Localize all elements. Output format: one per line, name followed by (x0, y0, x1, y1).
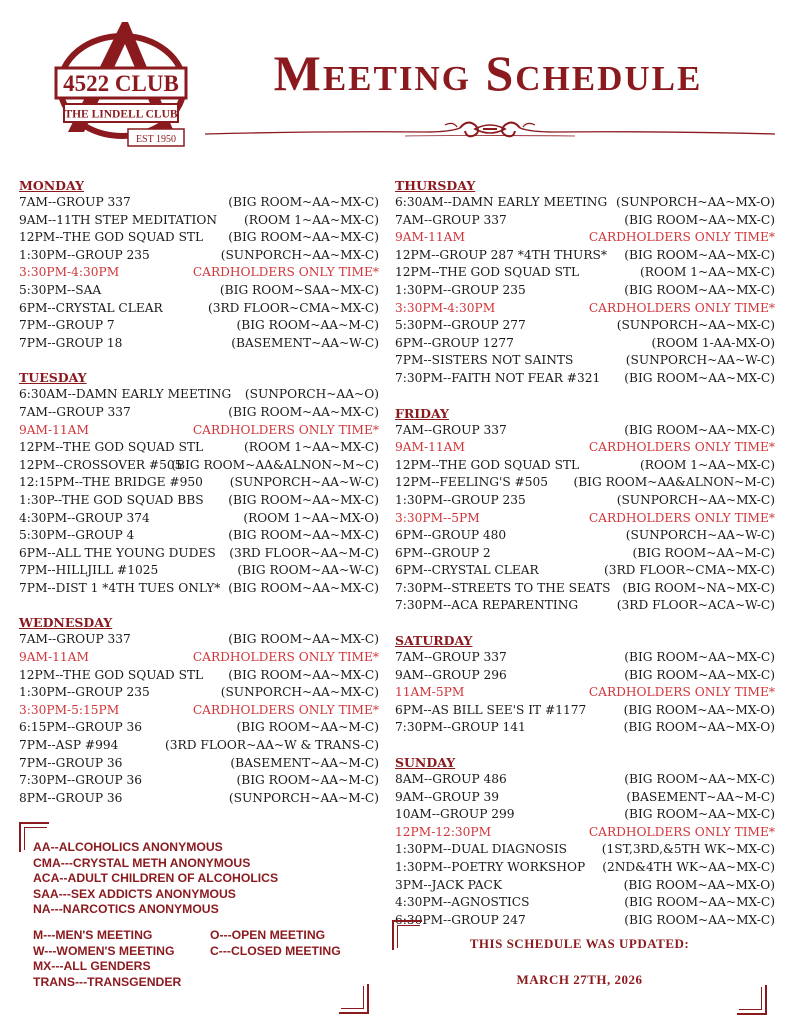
meeting-row (395, 492, 775, 510)
meeting-location-type: (BASEMENT~AA~M-C) (626, 789, 775, 804)
meeting-location-type: (BIG ROOM~AA~MX-C) (228, 632, 379, 647)
schedule-right-column (395, 177, 775, 946)
meeting-location-type: (SUNPORCH~AA~O) (244, 387, 379, 402)
logo-subtitle: THE LINDELL CLUB (64, 108, 178, 121)
day-heading: FRIDAY (395, 405, 449, 421)
meeting-location-type: (BIG ROOM~AA~MX-C) (624, 422, 775, 437)
meeting-location-type: (2ND&4TH WK~AA~MX-C) (602, 860, 775, 874)
meeting-location-type: (BIG ROOM~AA~MX-C) (624, 247, 775, 262)
meeting-location-type: (BIG ROOM~AA~MX-C) (624, 282, 775, 297)
day-sunday (395, 754, 775, 929)
logo-est: EST 1950 (135, 134, 177, 145)
legend-item: C---CLOSED MEETING (210, 943, 341, 958)
meeting-row (19, 631, 379, 649)
meeting-time-name: 7AM--GROUP 337 (395, 650, 507, 665)
updated-box (392, 920, 767, 1015)
cardholders-time-row (395, 684, 775, 702)
meeting-row (395, 247, 775, 265)
meeting-row (19, 247, 379, 265)
legend-item: ACA--ADULT CHILDREN OF ALCOHOLICS (33, 871, 279, 885)
meeting-row (19, 755, 379, 773)
meeting-row (395, 806, 775, 824)
meeting-time-name: 4:30PM--AGNOSTICS (395, 895, 530, 910)
meeting-time-name: 12PM--THE GOD SQUAD STL (19, 667, 204, 682)
meeting-location-type: (BIG ROOM~AA~M-C) (236, 318, 379, 333)
meeting-row (19, 229, 379, 247)
legend-box (19, 822, 369, 1014)
cardholders-time-row (19, 422, 379, 440)
meeting-time-name: 7PM--DIST 1 *4TH TUES ONLY* (19, 580, 221, 595)
day-heading: THURSDAY (395, 178, 476, 193)
meeting-location-type: (BIG ROOM~AA~MX-C) (228, 528, 379, 543)
meeting-time-name: 12PM--THE GOD SQUAD STL (19, 440, 204, 455)
meeting-time-name: 9AM-11AM (395, 230, 465, 245)
meeting-time-name: 6:30PM--GROUP 247 (395, 912, 526, 927)
meeting-location-type: (BIG ROOM~AA~MX-O) (623, 720, 775, 735)
legend-item: CMA---CRYSTAL METH ANONYMOUS (33, 855, 251, 870)
meeting-row (19, 719, 379, 737)
meeting-time-name: 7AM--GROUP 337 (395, 212, 507, 227)
meeting-time-name: 7:30PM--GROUP 141 (395, 720, 526, 735)
meeting-time-name: 12PM--FEELING'S #505 (395, 475, 549, 490)
page-title: Meeting Schedule (273, 45, 703, 101)
cardholders-time-row (19, 649, 379, 667)
meeting-location-type: (BIG ROOM~AA~MX-C) (624, 807, 775, 822)
meeting-row (395, 457, 775, 475)
legend-types-left (33, 928, 181, 990)
cardholders-time-row (395, 229, 775, 247)
meeting-time-name: 6PM--GROUP 2 (395, 545, 491, 560)
meeting-location-type: CARDHOLDERS ONLY TIME* (588, 510, 775, 525)
meeting-time-name: 9AM-11AM (395, 440, 465, 455)
legend-item: AA--ALCOHOLICS ANONYMOUS (33, 840, 223, 854)
meeting-location-type: (BIG ROOM~AA~MX-C) (624, 912, 775, 927)
meeting-time-name: 12PM--THE GOD SQUAD STL (395, 457, 580, 472)
club-logo (50, 14, 192, 154)
meeting-row (395, 667, 775, 685)
meeting-row (19, 545, 379, 563)
meeting-location-type: (BIG ROOM~AA~M-C) (236, 773, 379, 788)
meeting-row (395, 789, 775, 807)
meeting-location-type: (BIG ROOM~AA~M-C) (632, 545, 775, 560)
meeting-time-name: 11AM-5PM (395, 685, 465, 700)
meeting-row (19, 457, 379, 475)
meeting-row (19, 667, 379, 685)
meeting-row (395, 719, 775, 737)
meeting-time-name: 7AM--GROUP 337 (19, 632, 131, 647)
meeting-location-type: CARDHOLDERS ONLY TIME* (588, 300, 775, 315)
cardholders-time-row (395, 510, 775, 528)
meeting-location-type: (SUNPORCH~AA~MX-C) (616, 492, 775, 507)
meeting-time-name: 8AM--GROUP 486 (395, 772, 507, 787)
meeting-location-type: (3RD FLOOR~AA~W & TRANS-C) (165, 738, 379, 753)
meeting-time-name: 7AM--GROUP 337 (19, 404, 131, 419)
day-tuesday (19, 369, 379, 597)
meeting-row (395, 894, 775, 912)
meeting-time-name: 9AM--GROUP 39 (395, 789, 500, 804)
meeting-time-name: 7PM--GROUP 7 (19, 318, 115, 333)
meeting-row (395, 317, 775, 335)
meeting-time-name: 6:30AM--DAMN EARLY MEETING (395, 195, 608, 209)
day-friday (395, 405, 775, 616)
meeting-time-name: 6PM--CRYSTAL CLEAR (395, 563, 539, 578)
meeting-row (19, 772, 379, 790)
meeting-time-name: 12:15PM--THE BRIDGE #950 (19, 475, 203, 490)
meeting-time-name: 12PM-12:30PM (395, 824, 492, 839)
meeting-time-name: 1:30PM--GROUP 235 (395, 282, 526, 297)
meeting-time-name: 1:30PM--DUAL DIAGNOSIS (395, 842, 568, 857)
meeting-time-name: 5:30PM--GROUP 277 (395, 318, 526, 333)
meeting-location-type: (BIG ROOM~AA~MX-C) (624, 895, 775, 910)
meeting-row (19, 386, 379, 404)
meeting-time-name: 7PM--GROUP 36 (19, 755, 123, 770)
meeting-row (19, 492, 379, 510)
legend-item: SAA---SEX ADDICTS ANONYMOUS (33, 886, 236, 901)
meeting-time-name: 1:30PM--GROUP 235 (19, 685, 150, 700)
corner-ornament (341, 986, 364, 1009)
meeting-location-type: (SUNPORCH~AA~W-C) (229, 475, 379, 490)
meeting-row (395, 194, 775, 212)
meeting-location-type: CARDHOLDERS ONLY TIME* (192, 422, 379, 437)
meeting-location-type: (SUNPORCH~AA~W-C) (625, 528, 775, 543)
meeting-row (395, 702, 775, 720)
legend-item: O---OPEN MEETING (210, 928, 326, 942)
meeting-time-name: 7PM--HILLJILL #1025 (19, 563, 159, 578)
meeting-location-type: (3RD FLOOR~AA~M-C) (229, 545, 379, 560)
meeting-location-type: (SUNPORCH~AA~MX-C) (616, 318, 775, 333)
legend-item: W---WOMEN'S MEETING (33, 943, 175, 958)
cardholders-time-row (395, 824, 775, 842)
meeting-time-name: 9AM-11AM (19, 650, 89, 665)
day-heading: TUESDAY (19, 370, 87, 386)
meeting-row (19, 439, 379, 457)
meeting-row (19, 790, 379, 808)
schedule-left-column (19, 177, 379, 824)
meeting-time-name: 7AM--GROUP 337 (395, 422, 507, 437)
cardholders-time-row (19, 702, 379, 720)
meeting-row (395, 859, 775, 877)
meeting-time-name: 7:30PM--GROUP 36 (19, 773, 143, 788)
meeting-row (19, 404, 379, 422)
meeting-time-name: 7:30PM--ACA REPARENTING (395, 598, 579, 613)
meeting-location-type: CARDHOLDERS ONLY TIME* (192, 702, 379, 717)
meeting-row (395, 352, 775, 370)
meeting-time-name: 9AM-11AM (19, 422, 89, 437)
meeting-location-type: (BIG ROOM~NA~MX-C) (622, 580, 775, 595)
legend-types-right (210, 928, 341, 959)
meeting-time-name: 10AM--GROUP 299 (395, 807, 515, 822)
meeting-location-type: (BIG ROOM~AA~MX-C) (624, 772, 775, 787)
meeting-time-name: 3:30PM-5:15PM (19, 702, 120, 717)
meeting-location-type: (BIG ROOM~AA~MX-C) (228, 667, 379, 682)
meeting-location-type: (BIG ROOM~AA~MX-O) (623, 702, 775, 717)
meeting-row (19, 737, 379, 755)
meeting-row (395, 212, 775, 230)
title-flourish-divider (205, 115, 775, 149)
meeting-row (19, 580, 379, 598)
legend-item: M---MEN'S MEETING (33, 928, 153, 942)
meeting-location-type: (ROOM 1~AA~MX-C) (640, 457, 775, 472)
meeting-location-type: (BIG ROOM~AA~MX-O) (623, 877, 775, 892)
meeting-time-name: 5:30PM--SAA (19, 282, 102, 297)
meeting-location-type: (BIG ROOM~AA~W-C) (237, 563, 379, 578)
meeting-location-type: (BASEMENT~AA~W-C) (231, 335, 379, 350)
meeting-time-name: 1:30PM--GROUP 235 (19, 247, 150, 262)
meeting-location-type: (BIG ROOM~SAA~MX-C) (219, 282, 379, 297)
meeting-location-type: CARDHOLDERS ONLY TIME* (588, 685, 775, 700)
meeting-row (395, 335, 775, 353)
meeting-location-type: CARDHOLDERS ONLY TIME* (192, 650, 379, 665)
meeting-location-type: (SUNPORCH~AA~W-C) (625, 353, 775, 368)
meeting-location-type: (BASEMENT~AA~M-C) (230, 755, 379, 770)
meeting-location-type: CARDHOLDERS ONLY TIME* (588, 440, 775, 455)
meeting-row (395, 597, 775, 615)
meeting-time-name: 8PM--GROUP 36 (19, 790, 123, 805)
meeting-time-name: 5:30PM--GROUP 4 (19, 528, 135, 543)
meeting-row (395, 562, 775, 580)
meeting-row (19, 335, 379, 353)
day-heading: SATURDAY (395, 633, 473, 649)
meeting-location-type: (BIG ROOM~AA~MX-C) (624, 212, 775, 227)
meeting-row (19, 562, 379, 580)
meeting-time-name: 9AM--11TH STEP MEDITATION (19, 212, 218, 227)
meeting-location-type: (BIG ROOM~AA~MX-C) (228, 492, 379, 507)
legend-item: TRANS---TRANSGENDER (33, 974, 182, 989)
meeting-time-name: 3:30PM--5PM (395, 510, 480, 525)
day-heading: MONDAY (19, 178, 84, 193)
meeting-row (395, 841, 775, 859)
meeting-time-name: 1:30PM--GROUP 235 (395, 492, 526, 507)
updated-label: THIS SCHEDULE WAS UPDATED: (469, 936, 690, 951)
cardholders-time-row (395, 439, 775, 457)
day-monday (19, 177, 379, 352)
meeting-location-type: CARDHOLDERS ONLY TIME* (588, 230, 775, 245)
day-thursday (395, 177, 775, 388)
meeting-row (395, 580, 775, 598)
meeting-time-name: 7PM--SISTERS NOT SAINTS (395, 353, 574, 368)
legend-item: NA---NARCOTICS ANONYMOUS (33, 902, 219, 916)
meeting-row (19, 300, 379, 318)
meeting-row (19, 510, 379, 528)
meeting-location-type: (3RD FLOOR~CMA~MX-C) (208, 300, 379, 315)
meeting-location-type: (BIG ROOM~AA&ALNON~M~C) (171, 457, 379, 472)
meeting-time-name: 7:30PM--FAITH NOT FEAR #321 (395, 370, 601, 385)
meeting-location-type: (BIG ROOM~AA~MX-C) (624, 667, 775, 682)
meeting-location-type: (ROOM 1~AA~MX-C) (244, 440, 379, 455)
meeting-row (395, 877, 775, 895)
meeting-time-name: 6PM--GROUP 480 (395, 528, 507, 543)
meeting-time-name: 7:30PM--STREETS TO THE SEATS (395, 580, 611, 595)
cardholders-time-row (395, 300, 775, 318)
meeting-row (395, 282, 775, 300)
meeting-location-type: (BIG ROOM~AA~MX-C) (228, 580, 379, 595)
meeting-location-type: (ROOM 1~AA~MX-C) (244, 212, 379, 227)
day-heading: WEDNESDAY (19, 615, 113, 631)
cardholders-time-row (19, 264, 379, 282)
meeting-location-type: (BIG ROOM~AA~MX-C) (624, 650, 775, 665)
meeting-row (19, 317, 379, 335)
meeting-time-name: 3:30PM-4:30PM (19, 265, 120, 280)
meeting-row (395, 649, 775, 667)
meeting-row (395, 771, 775, 789)
meeting-location-type: (BIG ROOM~AA~MX-C) (228, 404, 379, 419)
meeting-time-name: 4:30PM--GROUP 374 (19, 510, 150, 525)
meeting-location-type: (SUNPORCH~AA~MX-C) (220, 247, 379, 262)
meeting-time-name: 6:15PM--GROUP 36 (19, 720, 143, 735)
meeting-location-type: (BIG ROOM~AA~MX-C) (228, 195, 379, 209)
meeting-time-name: 6PM--AS BILL SEE'S IT #1177 (395, 702, 587, 717)
meeting-row (395, 422, 775, 440)
logo-club-name: 4522 CLUB (63, 71, 179, 96)
meeting-location-type: (BIG ROOM~AA~M-C) (236, 720, 379, 735)
meeting-time-name: 6PM--ALL THE YOUNG DUDES (19, 545, 216, 560)
meeting-row (19, 282, 379, 300)
meeting-time-name: 7PM--GROUP 18 (19, 335, 123, 350)
meeting-row (19, 474, 379, 492)
meeting-time-name: 7PM--ASP #994 (19, 738, 119, 753)
meeting-time-name: 12PM--THE GOD SQUAD STL (395, 265, 580, 280)
corner-ornament (739, 987, 762, 1010)
updated-date: MARCH 27TH, 2026 (516, 972, 643, 987)
meeting-location-type: (ROOM 1~AA~MX-O) (243, 510, 379, 525)
meeting-location-type: (SUNPORCH~AA~M-C) (228, 790, 379, 805)
meeting-row (19, 684, 379, 702)
meeting-location-type: (BIG ROOM~AA&ALNON~M-C) (573, 475, 775, 490)
meeting-location-type: (BIG ROOM~AA~MX-C) (228, 230, 379, 245)
day-heading: SUNDAY (395, 755, 456, 771)
meeting-row (395, 527, 775, 545)
meeting-time-name: 12PM--CROSSOVER #505 (19, 457, 183, 472)
meeting-time-name: 3:30PM-4:30PM (395, 300, 496, 315)
meeting-location-type: (ROOM 1~AA~MX-C) (640, 265, 775, 280)
meeting-time-name: 12PM--GROUP 287 *4TH THURS* (395, 247, 607, 262)
meeting-location-type: (SUNPORCH~AA~MX-O) (616, 195, 775, 209)
meeting-location-type: (1ST,3RD,&5TH WK~MX-C) (601, 842, 775, 857)
meeting-time-name: 1:30P--THE GOD SQUAD BBS (19, 492, 204, 507)
meeting-row (395, 370, 775, 388)
day-wednesday (19, 614, 379, 807)
meeting-location-type: (3RD FLOOR~ACA~W-C) (616, 598, 775, 613)
meeting-time-name: 6PM--GROUP 1277 (395, 335, 514, 350)
day-saturday (395, 632, 775, 737)
meeting-time-name: 1:30PM--POETRY WORKSHOP (395, 860, 586, 874)
meeting-row (395, 264, 775, 282)
meeting-location-type: CARDHOLDERS ONLY TIME* (192, 265, 379, 280)
meeting-row (19, 527, 379, 545)
meeting-time-name: 6PM--CRYSTAL CLEAR (19, 300, 163, 315)
legend-abbreviations (33, 840, 278, 918)
meeting-time-name: 9AM--GROUP 296 (395, 667, 507, 682)
meeting-row (19, 194, 379, 212)
meeting-location-type: (ROOM 1-AA-MX-O) (651, 335, 775, 350)
meeting-time-name: 12PM--THE GOD SQUAD STL (19, 230, 204, 245)
meeting-row (395, 545, 775, 563)
meeting-location-type: (3RD FLOOR~CMA~MX-C) (604, 563, 775, 578)
meeting-time-name: 6:30AM--DAMN EARLY MEETING (19, 387, 232, 402)
legend-item: MX---ALL GENDERS (33, 959, 151, 973)
meeting-time-name: 7AM--GROUP 337 (19, 195, 131, 209)
meeting-location-type: CARDHOLDERS ONLY TIME* (588, 824, 775, 839)
meeting-row (19, 212, 379, 230)
meeting-location-type: (SUNPORCH~AA~MX-C) (220, 685, 379, 700)
meeting-row (395, 474, 775, 492)
meeting-location-type: (BIG ROOM~AA~MX-C) (624, 370, 775, 385)
meeting-time-name: 3PM--JACK PACK (395, 877, 502, 892)
